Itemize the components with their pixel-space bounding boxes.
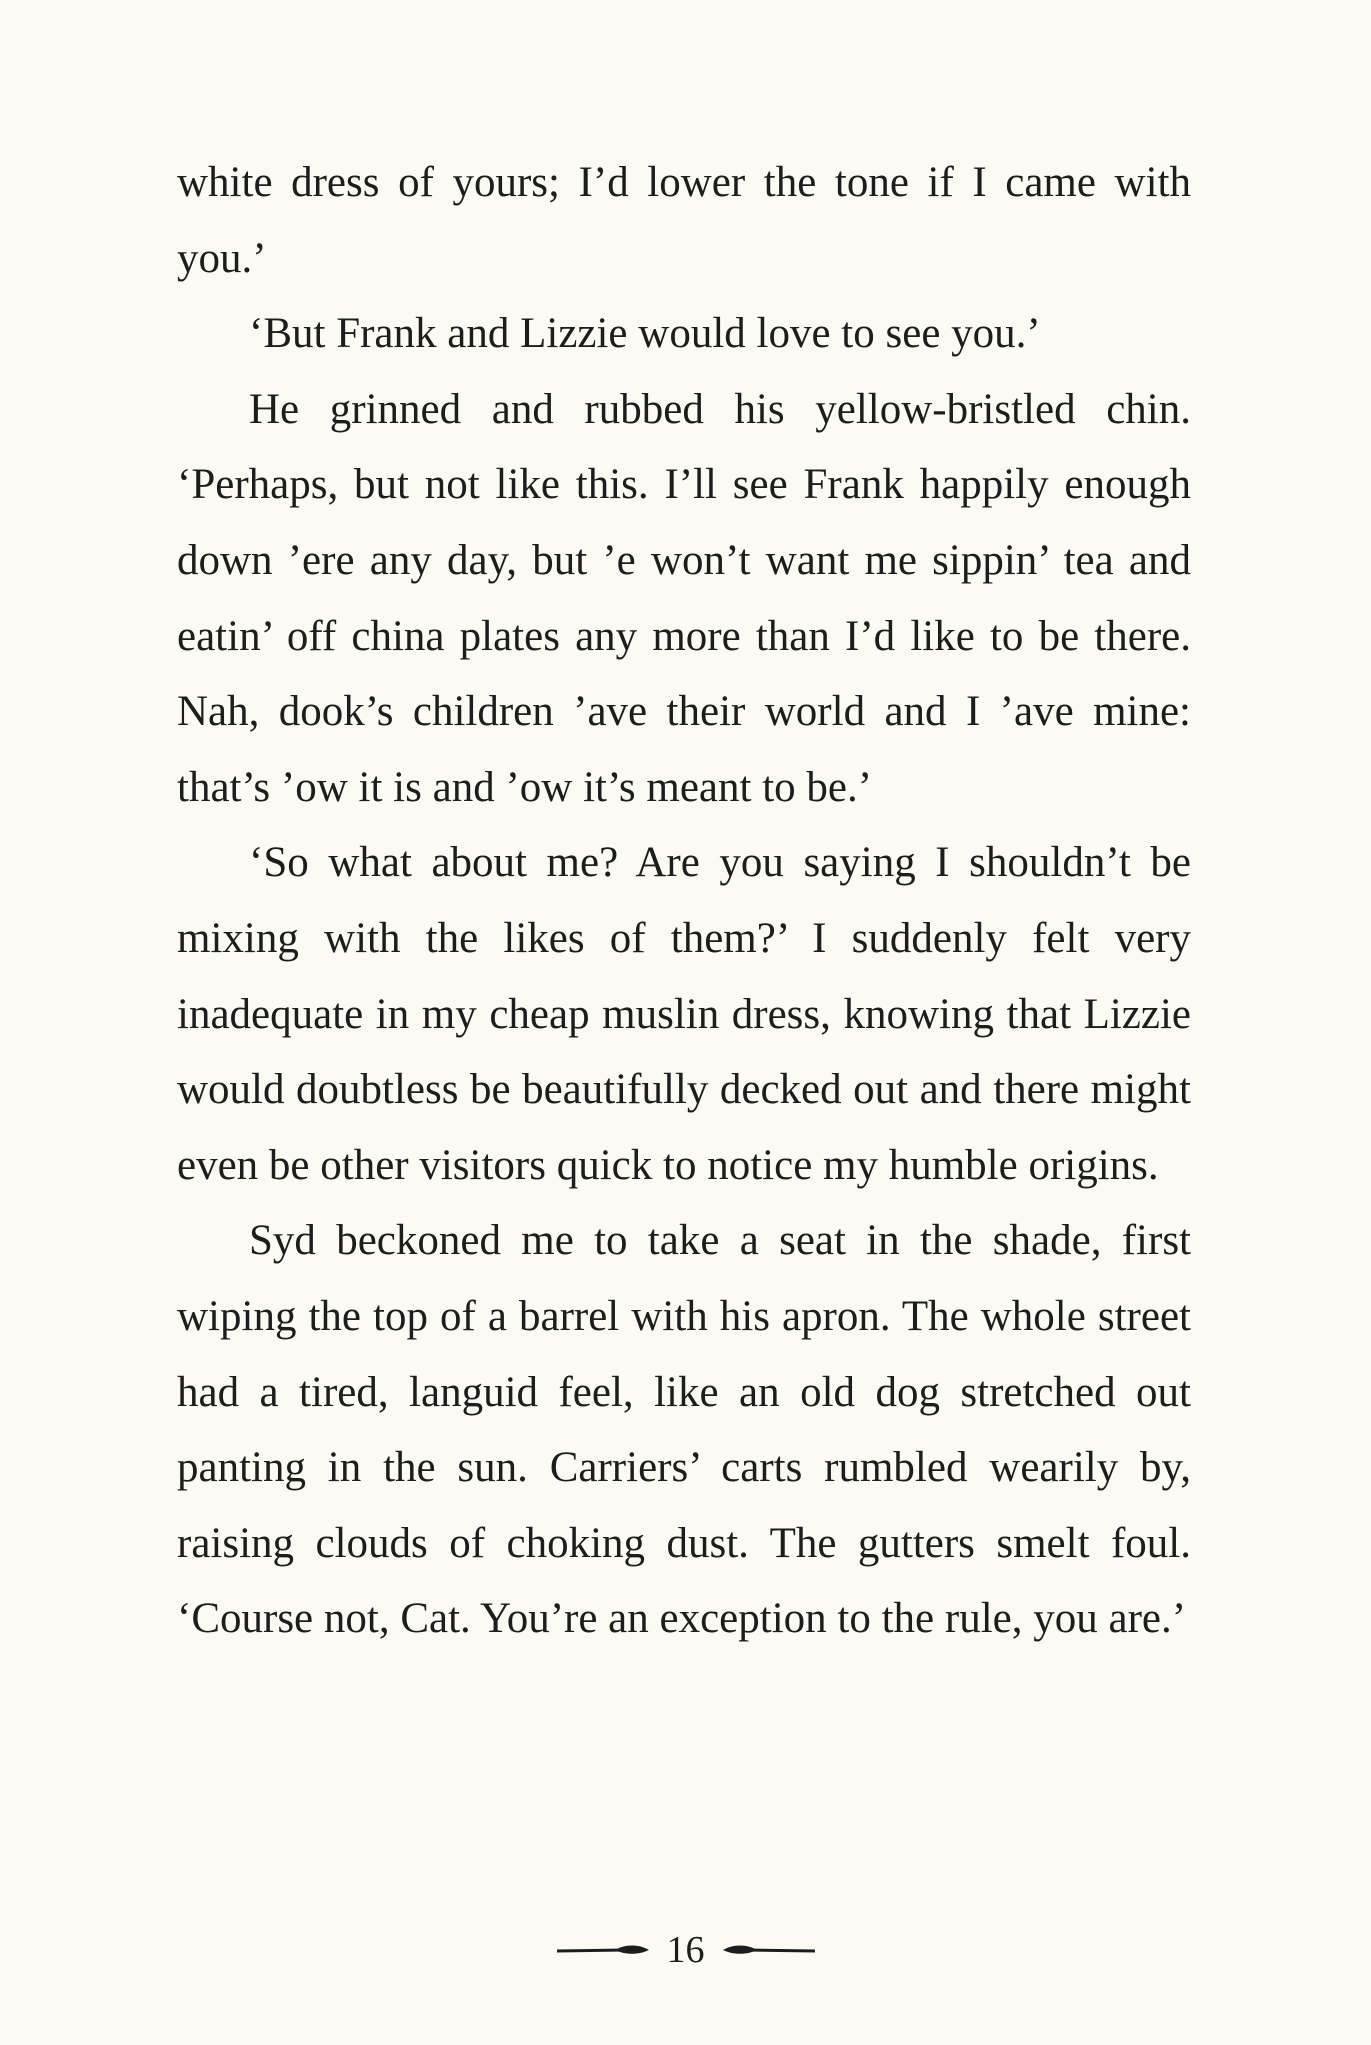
paragraph-2: ‘But Frank and Lizzie would love to see you.’: [249, 310, 1041, 358]
page-footer: [0, 1920, 1371, 1980]
body-text: [177, 145, 1191, 1657]
paragraph-5: Syd beckoned me to take a seat in the shade, first wiping the top of a barrel with his apron. The whole street had a tired, languid feel, like an old dog stretched out panting in the sun. Carriers’ carts rumbled wearily by, raising clouds of choking dust. The gutters smelt foul. ‘Course not, Cat. You’re an exception to the rule, you are.’: [177, 1217, 1191, 1643]
right-ornament-icon: [721, 1941, 817, 1959]
left-ornament-icon: [555, 1941, 651, 1959]
page-number: 16: [666, 1929, 705, 1971]
paragraph-3: He grinned and rubbed his yellow-bristled chin. ‘Perhaps, but not like this. I’ll see Frank happily enough down ’ere any day, but ’e won’t want me sippin’ tea and eatin’ off china plates any more than I’d like to be there. Nah, dook’s children ’ave their world and I ’ave mine: that’s ’ow it is and ’ow it’s meant to be.’: [177, 385, 1191, 811]
paragraph-4: ‘So what about me? Are you saying I shouldn’t be mixing with the likes of them?’ I suddenly felt very inadequate in my cheap muslin dress, knowing that Lizzie would doubtless be beautifully decked out and there might even be other visitors quick to notice my humble origins.: [177, 839, 1191, 1189]
paragraph-1: white dress of yours; I’d lower the tone if I came with you.’: [177, 159, 1191, 282]
